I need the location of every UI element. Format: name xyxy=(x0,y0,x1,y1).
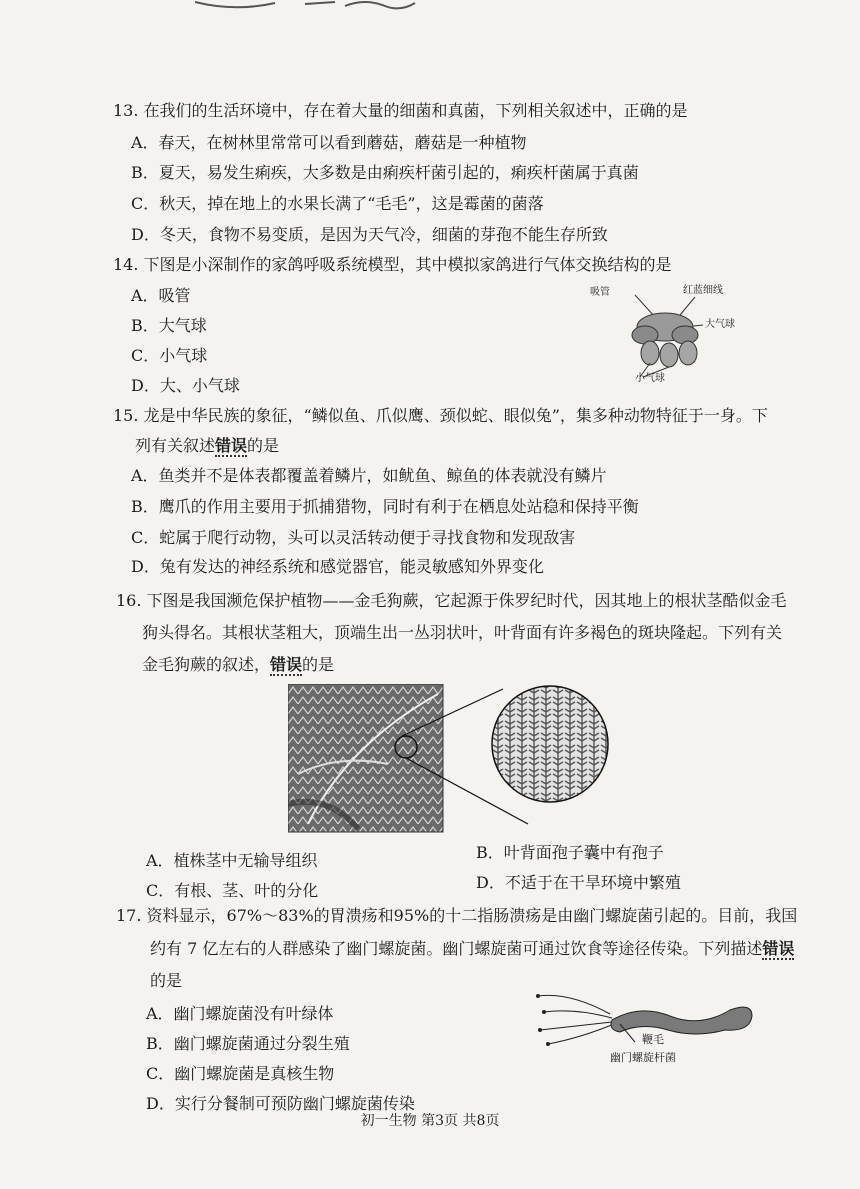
label-straw: 吸管 xyxy=(590,287,610,298)
q15-stem: 15. 龙是中华民族的象征，“鳞似鱼、爪似鹰、颈似蛇、眼似兔”，集多种动物特征于一身。下 xyxy=(113,406,768,425)
q14-option-d: D．大、小气球 xyxy=(131,376,240,395)
q13-option-c: C．秋天，掉在地上的水果长满了“毛毛”，这是霉菌的菌落 xyxy=(131,194,544,213)
q16-stem: 16. 下图是我国濒危保护植物——金毛狗蕨，它起源于侏罗纪时代，因其地上的根状茎酷似金毛 xyxy=(116,591,787,610)
q16-option-c: C．有根、茎、叶的分化 xyxy=(146,881,319,900)
q16-option-d: D．不适于在干旱环境中繁殖 xyxy=(476,873,681,892)
q17-stem-line3: 的是 xyxy=(150,971,183,990)
q17-stem-line2: 约有 7 亿左右的人群感染了幽门螺旋菌。幽门螺旋菌可通过饮食等途径传染。下列描述错误 xyxy=(150,939,795,958)
q17-option-d: D．实行分餐制可预防幽门螺旋菌传染 xyxy=(146,1094,415,1113)
q14-option-c: C．小气球 xyxy=(131,346,208,365)
q14-option-b: B．大气球 xyxy=(131,316,207,335)
helicobacter-drawing xyxy=(530,982,760,1062)
emphasis-wrong: 错误 xyxy=(215,436,248,455)
q16-stem-line2: 狗头得名。其根状茎粗大，顶端生出一丛羽状叶，叶背面有许多褐色的斑块隆起。下列有关 xyxy=(142,623,783,642)
top-edge-scribble xyxy=(195,0,425,14)
q17-option-a: A．幽门螺旋菌没有叶绿体 xyxy=(146,1004,334,1023)
q15-option-c: C．蛇属于爬行动物，头可以灵活转动便于寻找食物和发现敌害 xyxy=(131,528,576,547)
q14-option-a: A．吸管 xyxy=(131,286,191,305)
label-helicobacter: 幽门螺旋杆菌 xyxy=(610,1051,676,1064)
q14-stem: 14. 下图是小深制作的家鸽呼吸系统模型，其中模拟家鸽进行气体交换结构的是 xyxy=(113,255,672,274)
label-small-balloon: 小气球 xyxy=(635,373,665,384)
q15-option-b: B．鹰爪的作用主要用于抓捕猎物，同时有利于在栖息处站稳和保持平衡 xyxy=(131,497,639,516)
label-red-line: 红蓝细线 xyxy=(683,285,723,296)
golden-fern-figure xyxy=(288,684,613,834)
q15-option-a: A．鱼类并不是体表都覆盖着鳞片，如鱿鱼、鲸鱼的体表就没有鳞片 xyxy=(131,466,607,485)
q16-option-b: B．叶背面孢子囊中有孢子 xyxy=(476,843,664,862)
pigeon-respiratory-model-figure xyxy=(585,285,765,385)
q13-option-d: D．冬天，食物不易变质，是因为天气冷，细菌的芽孢不能生存所致 xyxy=(131,225,608,244)
balloon-model-drawing xyxy=(585,285,765,385)
page-footer: 初一生物 第3页 共8页 xyxy=(360,1113,500,1129)
q16-stem-line3: 金毛狗蕨的叙述，错误的是 xyxy=(142,655,335,674)
q15-option-d: D．兔有发达的神经系统和感觉器官，能灵敏感知外界变化 xyxy=(131,557,544,576)
q16-option-a: A．植株茎中无输导组织 xyxy=(146,851,318,870)
q15-stem-line2: 列有关叙述错误的是 xyxy=(135,436,280,455)
q13-stem: 13. 在我们的生活环境中，存在着大量的细菌和真菌，下列相关叙述中，正确的是 xyxy=(113,101,688,120)
fern-photo-illustration xyxy=(288,684,613,834)
emphasis-wrong: 错误 xyxy=(270,655,303,674)
q17-option-c: C．幽门螺旋菌是真核生物 xyxy=(146,1064,335,1083)
label-flagella: 鞭毛 xyxy=(642,1033,664,1046)
q13-option-b: B．夏天，易发生痢疾，大多数是由痢疾杆菌引起的，痢疾杆菌属于真菌 xyxy=(131,163,639,182)
emphasis-wrong: 错误 xyxy=(762,939,795,958)
label-big-balloon: 大气球 xyxy=(705,319,735,330)
q17-stem: 17. 资料显示，67%～83%的胃溃疡和95%的十二指肠溃疡是由幽门螺旋菌引起的。目前，我国 xyxy=(116,906,798,925)
q17-option-b: B．幽门螺旋菌通过分裂生殖 xyxy=(146,1034,350,1053)
helicobacter-figure xyxy=(530,982,760,1072)
q13-option-a: A．春天，在树林里常常可以看到蘑菇，蘑菇是一种植物 xyxy=(131,133,527,152)
